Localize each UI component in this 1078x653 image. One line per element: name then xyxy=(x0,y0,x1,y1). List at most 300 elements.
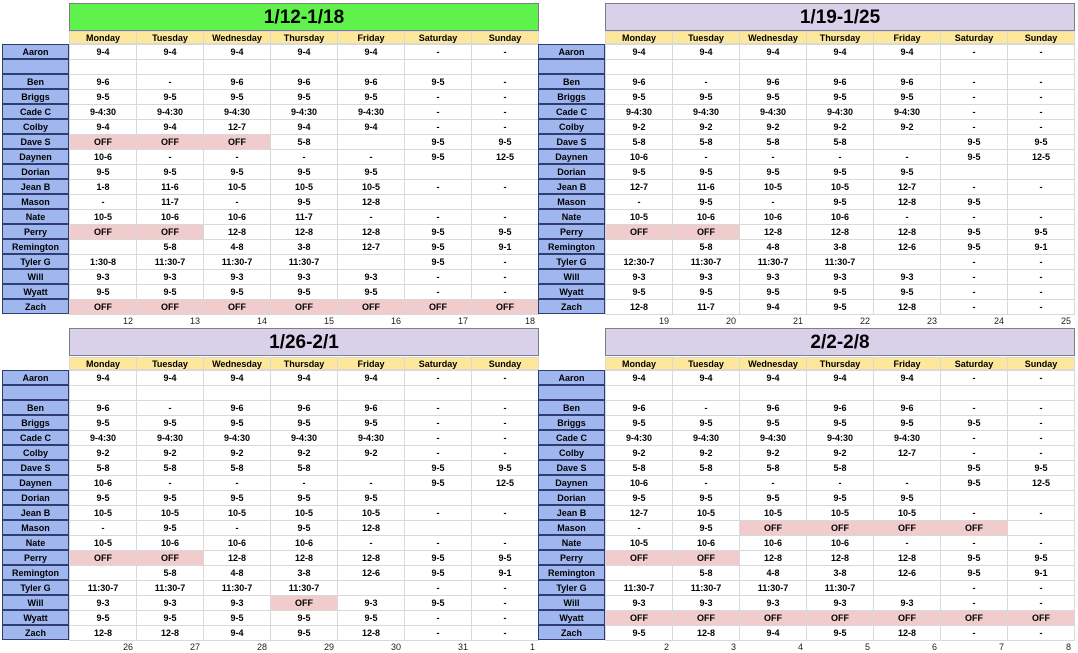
shift-cell[interactable]: - xyxy=(471,89,539,105)
shift-cell[interactable] xyxy=(605,59,673,75)
shift-cell[interactable]: 9-4 xyxy=(136,370,204,386)
day-header[interactable]: Friday xyxy=(337,31,405,44)
shift-cell[interactable]: 9-4 xyxy=(672,370,740,386)
shift-cell[interactable]: 10-5 xyxy=(806,505,874,521)
employee-name[interactable]: Aaron xyxy=(2,44,69,59)
shift-cell[interactable]: 9-5 xyxy=(471,550,539,566)
shift-cell[interactable]: 12-8 xyxy=(203,224,271,240)
shift-cell[interactable]: 9-5 xyxy=(203,490,271,506)
shift-cell[interactable]: - xyxy=(270,149,338,165)
employee-name[interactable]: Wyatt xyxy=(538,284,605,299)
shift-cell[interactable]: 9-5 xyxy=(1007,550,1075,566)
day-header[interactable]: Monday xyxy=(69,357,137,370)
shift-cell[interactable]: 5-8 xyxy=(605,460,673,476)
shift-cell[interactable]: - xyxy=(404,415,472,431)
shift-cell[interactable]: 5-8 xyxy=(672,239,740,255)
shift-cell[interactable]: OFF xyxy=(806,520,874,536)
shift-cell[interactable]: - xyxy=(136,149,204,165)
shift-cell[interactable]: OFF xyxy=(203,134,271,150)
shift-cell[interactable]: - xyxy=(404,625,472,641)
employee-name[interactable]: Wyatt xyxy=(2,610,69,625)
employee-name[interactable]: Aaron xyxy=(538,44,605,59)
shift-cell[interactable]: 12-8 xyxy=(337,625,405,641)
employee-name[interactable]: Cade C xyxy=(2,104,69,119)
shift-cell[interactable]: 10-6 xyxy=(739,209,807,225)
shift-cell[interactable]: - xyxy=(1007,179,1075,195)
shift-cell[interactable]: - xyxy=(1007,44,1075,60)
shift-cell[interactable]: - xyxy=(404,505,472,521)
shift-cell[interactable]: 9-2 xyxy=(873,119,941,135)
shift-cell[interactable]: 9-5 xyxy=(270,89,338,105)
shift-cell[interactable]: - xyxy=(404,430,472,446)
shift-cell[interactable]: 9-5 xyxy=(203,415,271,431)
shift-cell[interactable] xyxy=(940,385,1008,401)
shift-cell[interactable]: 11:30-7 xyxy=(739,580,807,596)
shift-cell[interactable]: - xyxy=(471,254,539,270)
employee-name[interactable]: Briggs xyxy=(538,415,605,430)
shift-cell[interactable]: 9-2 xyxy=(739,119,807,135)
shift-cell[interactable]: 12-5 xyxy=(471,475,539,491)
shift-cell[interactable]: - xyxy=(471,44,539,60)
shift-cell[interactable] xyxy=(1007,520,1075,536)
shift-cell[interactable]: 10-6 xyxy=(806,535,874,551)
shift-cell[interactable] xyxy=(739,385,807,401)
shift-cell[interactable]: 9-5 xyxy=(873,89,941,105)
employee-name[interactable]: Nate xyxy=(2,209,69,224)
shift-cell[interactable]: - xyxy=(1007,119,1075,135)
shift-cell[interactable]: 9-4:30 xyxy=(605,430,673,446)
employee-name[interactable]: Perry xyxy=(2,224,69,239)
shift-cell[interactable] xyxy=(605,385,673,401)
shift-cell[interactable]: 9-4 xyxy=(69,44,137,60)
shift-cell[interactable]: 12-8 xyxy=(672,625,740,641)
shift-cell[interactable]: - xyxy=(1007,400,1075,416)
employee-name[interactable]: Daynen xyxy=(538,149,605,164)
shift-cell[interactable]: 10-5 xyxy=(337,179,405,195)
shift-cell[interactable]: 11:30-7 xyxy=(806,580,874,596)
shift-cell[interactable]: - xyxy=(471,284,539,300)
day-header[interactable]: Sunday xyxy=(471,31,539,44)
day-header[interactable]: Sunday xyxy=(471,357,539,370)
shift-cell[interactable]: 9-5 xyxy=(672,164,740,180)
employee-name[interactable]: Briggs xyxy=(538,89,605,104)
shift-cell[interactable] xyxy=(69,385,137,401)
shift-cell[interactable] xyxy=(337,460,405,476)
shift-cell[interactable]: 4-8 xyxy=(203,565,271,581)
shift-cell[interactable]: 5-8 xyxy=(672,134,740,150)
shift-cell[interactable]: - xyxy=(203,149,271,165)
shift-cell[interactable]: - xyxy=(1007,254,1075,270)
shift-cell[interactable]: - xyxy=(404,119,472,135)
shift-cell[interactable]: 9-5 xyxy=(471,134,539,150)
shift-cell[interactable]: 3-8 xyxy=(806,239,874,255)
shift-cell[interactable]: 5-8 xyxy=(203,460,271,476)
employee-name[interactable]: Wyatt xyxy=(538,610,605,625)
shift-cell[interactable]: 9-5 xyxy=(136,490,204,506)
employee-name[interactable]: Jean B xyxy=(538,505,605,520)
shift-cell[interactable]: OFF xyxy=(672,550,740,566)
shift-cell[interactable]: 9-5 xyxy=(136,415,204,431)
shift-cell[interactable]: 12-5 xyxy=(1007,149,1075,165)
employee-name[interactable]: Mason xyxy=(2,194,69,209)
shift-cell[interactable]: 9-6 xyxy=(739,74,807,90)
employee-name[interactable]: Ben xyxy=(538,74,605,89)
shift-cell[interactable] xyxy=(69,565,137,581)
shift-cell[interactable] xyxy=(203,385,271,401)
shift-cell[interactable]: 9-3 xyxy=(605,595,673,611)
shift-cell[interactable]: - xyxy=(1007,445,1075,461)
shift-cell[interactable]: - xyxy=(270,475,338,491)
employee-name[interactable]: Mason xyxy=(538,194,605,209)
shift-cell[interactable]: 9-5 xyxy=(203,610,271,626)
shift-cell[interactable]: 9-5 xyxy=(69,164,137,180)
shift-cell[interactable]: 10-6 xyxy=(69,475,137,491)
shift-cell[interactable]: 11:30-7 xyxy=(69,580,137,596)
shift-cell[interactable]: - xyxy=(940,209,1008,225)
shift-cell[interactable]: - xyxy=(940,179,1008,195)
shift-cell[interactable]: 9-6 xyxy=(806,74,874,90)
shift-cell[interactable]: - xyxy=(471,535,539,551)
day-header[interactable]: Saturday xyxy=(404,357,472,370)
shift-cell[interactable]: 9-4:30 xyxy=(873,430,941,446)
shift-cell[interactable]: 9-5 xyxy=(605,625,673,641)
shift-cell[interactable]: - xyxy=(605,194,673,210)
shift-cell[interactable]: 9-5 xyxy=(337,610,405,626)
shift-cell[interactable]: - xyxy=(471,74,539,90)
shift-cell[interactable]: OFF xyxy=(672,610,740,626)
shift-cell[interactable]: 10-5 xyxy=(69,505,137,521)
shift-cell[interactable]: 9-5 xyxy=(203,89,271,105)
shift-cell[interactable]: - xyxy=(471,625,539,641)
shift-cell[interactable]: 9-3 xyxy=(270,269,338,285)
shift-cell[interactable]: OFF xyxy=(69,550,137,566)
shift-cell[interactable]: 9-5 xyxy=(940,134,1008,150)
shift-cell[interactable]: 12-8 xyxy=(806,224,874,240)
shift-cell[interactable]: 9-3 xyxy=(136,595,204,611)
day-header[interactable]: Wednesday xyxy=(739,357,807,370)
shift-cell[interactable]: 9-5 xyxy=(940,550,1008,566)
shift-cell[interactable] xyxy=(404,164,472,180)
shift-cell[interactable]: 11-7 xyxy=(136,194,204,210)
shift-cell[interactable]: 9-5 xyxy=(1007,134,1075,150)
shift-cell[interactable]: 9-4 xyxy=(806,370,874,386)
shift-cell[interactable]: 5-8 xyxy=(136,460,204,476)
shift-cell[interactable]: 9-6 xyxy=(270,400,338,416)
shift-cell[interactable]: 9-2 xyxy=(605,119,673,135)
shift-cell[interactable]: 9-5 xyxy=(270,520,338,536)
shift-cell[interactable]: - xyxy=(940,595,1008,611)
shift-cell[interactable]: 9-5 xyxy=(605,284,673,300)
shift-cell[interactable]: 10-6 xyxy=(672,535,740,551)
shift-cell[interactable]: 9-1 xyxy=(471,239,539,255)
shift-cell[interactable]: 9-5 xyxy=(739,490,807,506)
shift-cell[interactable]: - xyxy=(69,520,137,536)
shift-cell[interactable]: 10-5 xyxy=(739,179,807,195)
shift-cell[interactable]: OFF xyxy=(873,520,941,536)
shift-cell[interactable]: 9-6 xyxy=(270,74,338,90)
employee-name[interactable]: Dorian xyxy=(2,490,69,505)
shift-cell[interactable]: 10-5 xyxy=(739,505,807,521)
shift-cell[interactable] xyxy=(739,59,807,75)
employee-name[interactable]: Aaron xyxy=(538,370,605,385)
shift-cell[interactable]: 9-3 xyxy=(605,269,673,285)
shift-cell[interactable]: 9-5 xyxy=(404,134,472,150)
shift-cell[interactable]: OFF xyxy=(136,134,204,150)
shift-cell[interactable]: 5-8 xyxy=(270,134,338,150)
shift-cell[interactable]: 9-4 xyxy=(203,44,271,60)
shift-cell[interactable]: 9-6 xyxy=(739,400,807,416)
shift-cell[interactable] xyxy=(471,59,539,75)
shift-cell[interactable]: 9-5 xyxy=(270,490,338,506)
shift-cell[interactable]: 9-5 xyxy=(136,164,204,180)
shift-cell[interactable]: - xyxy=(1007,505,1075,521)
shift-cell[interactable]: - xyxy=(471,595,539,611)
employee-name[interactable] xyxy=(2,59,69,74)
shift-cell[interactable]: 9-4 xyxy=(136,44,204,60)
shift-cell[interactable]: 9-4:30 xyxy=(69,430,137,446)
shift-cell[interactable]: 9-3 xyxy=(739,595,807,611)
shift-cell[interactable]: OFF xyxy=(605,550,673,566)
employee-name[interactable]: Cade C xyxy=(538,104,605,119)
shift-cell[interactable]: 9-5 xyxy=(739,164,807,180)
employee-name[interactable] xyxy=(538,59,605,74)
shift-cell[interactable]: - xyxy=(940,535,1008,551)
shift-cell[interactable]: 9-4 xyxy=(739,625,807,641)
shift-cell[interactable]: OFF xyxy=(471,299,539,315)
employee-name[interactable]: Mason xyxy=(2,520,69,535)
employee-name[interactable]: Colby xyxy=(2,119,69,134)
shift-cell[interactable]: 9-5 xyxy=(136,520,204,536)
shift-cell[interactable]: 10-6 xyxy=(672,209,740,225)
shift-cell[interactable]: 9-5 xyxy=(940,239,1008,255)
shift-cell[interactable]: - xyxy=(471,400,539,416)
shift-cell[interactable]: 9-5 xyxy=(1007,224,1075,240)
shift-cell[interactable]: OFF xyxy=(337,299,405,315)
shift-cell[interactable]: - xyxy=(739,149,807,165)
shift-cell[interactable]: 9-6 xyxy=(203,74,271,90)
day-header[interactable]: Friday xyxy=(873,357,941,370)
shift-cell[interactable]: 9-3 xyxy=(806,595,874,611)
shift-cell[interactable]: 9-5 xyxy=(940,565,1008,581)
shift-cell[interactable]: 5-8 xyxy=(672,460,740,476)
shift-cell[interactable]: 9-4 xyxy=(203,625,271,641)
shift-cell[interactable] xyxy=(873,134,941,150)
shift-cell[interactable]: 10-6 xyxy=(739,535,807,551)
shift-cell[interactable]: 5-8 xyxy=(69,460,137,476)
shift-cell[interactable]: - xyxy=(672,475,740,491)
employee-name[interactable]: Nate xyxy=(2,535,69,550)
shift-cell[interactable]: 9-6 xyxy=(69,400,137,416)
shift-cell[interactable]: OFF xyxy=(605,224,673,240)
shift-cell[interactable]: OFF xyxy=(136,224,204,240)
shift-cell[interactable]: 9-4:30 xyxy=(136,430,204,446)
shift-cell[interactable] xyxy=(337,580,405,596)
shift-cell[interactable]: 12-8 xyxy=(873,625,941,641)
day-header[interactable]: Tuesday xyxy=(672,357,740,370)
shift-cell[interactable] xyxy=(404,59,472,75)
day-header[interactable]: Thursday xyxy=(270,31,338,44)
shift-cell[interactable]: - xyxy=(136,74,204,90)
shift-cell[interactable]: 10-5 xyxy=(136,505,204,521)
shift-cell[interactable]: 9-4 xyxy=(337,44,405,60)
shift-cell[interactable]: OFF xyxy=(1007,610,1075,626)
employee-name[interactable]: Cade C xyxy=(538,430,605,445)
shift-cell[interactable]: OFF xyxy=(806,610,874,626)
shift-cell[interactable]: 10-5 xyxy=(203,505,271,521)
shift-cell[interactable]: 12-5 xyxy=(471,149,539,165)
shift-cell[interactable]: - xyxy=(1007,104,1075,120)
shift-cell[interactable]: 11:30-7 xyxy=(270,254,338,270)
shift-cell[interactable]: 9-4:30 xyxy=(203,104,271,120)
shift-cell[interactable]: 10-5 xyxy=(203,179,271,195)
shift-cell[interactable]: 9-5 xyxy=(873,164,941,180)
shift-cell[interactable] xyxy=(471,385,539,401)
shift-cell[interactable]: - xyxy=(404,370,472,386)
shift-cell[interactable]: 5-8 xyxy=(806,460,874,476)
shift-cell[interactable]: 11:30-7 xyxy=(672,580,740,596)
shift-cell[interactable]: - xyxy=(873,475,941,491)
shift-cell[interactable]: 9-3 xyxy=(806,269,874,285)
day-header[interactable]: Tuesday xyxy=(672,31,740,44)
employee-name[interactable]: Dorian xyxy=(2,164,69,179)
shift-cell[interactable]: - xyxy=(1007,284,1075,300)
shift-cell[interactable]: 11-6 xyxy=(136,179,204,195)
shift-cell[interactable]: - xyxy=(873,209,941,225)
shift-cell[interactable]: - xyxy=(1007,625,1075,641)
shift-cell[interactable]: 9-5 xyxy=(404,550,472,566)
shift-cell[interactable] xyxy=(404,385,472,401)
shift-cell[interactable]: OFF xyxy=(940,610,1008,626)
shift-cell[interactable]: 10-6 xyxy=(69,149,137,165)
shift-cell[interactable]: - xyxy=(404,535,472,551)
shift-cell[interactable]: 9-5 xyxy=(337,415,405,431)
shift-cell[interactable]: 12-8 xyxy=(270,550,338,566)
shift-cell[interactable]: 11:30-7 xyxy=(136,254,204,270)
shift-cell[interactable]: - xyxy=(404,445,472,461)
shift-cell[interactable]: 9-5 xyxy=(471,460,539,476)
shift-cell[interactable]: 5-8 xyxy=(739,460,807,476)
shift-cell[interactable]: - xyxy=(1007,430,1075,446)
shift-cell[interactable]: 9-5 xyxy=(337,89,405,105)
shift-cell[interactable]: 9-5 xyxy=(672,490,740,506)
shift-cell[interactable]: 9-4 xyxy=(270,119,338,135)
shift-cell[interactable]: 12-7 xyxy=(605,505,673,521)
shift-cell[interactable]: 10-5 xyxy=(605,209,673,225)
shift-cell[interactable]: 10-6 xyxy=(270,535,338,551)
shift-cell[interactable] xyxy=(873,59,941,75)
shift-cell[interactable]: 9-5 xyxy=(270,164,338,180)
shift-cell[interactable]: 9-5 xyxy=(404,565,472,581)
shift-cell[interactable]: 10-5 xyxy=(270,179,338,195)
shift-cell[interactable]: 9-5 xyxy=(270,625,338,641)
shift-cell[interactable]: 9-5 xyxy=(605,415,673,431)
shift-cell[interactable]: 12-6 xyxy=(873,239,941,255)
shift-cell[interactable]: - xyxy=(203,475,271,491)
day-header[interactable]: Thursday xyxy=(806,357,874,370)
day-header[interactable]: Monday xyxy=(605,31,673,44)
shift-cell[interactable]: - xyxy=(471,580,539,596)
shift-cell[interactable]: - xyxy=(203,194,271,210)
shift-cell[interactable] xyxy=(940,490,1008,506)
shift-cell[interactable]: 9-4:30 xyxy=(337,104,405,120)
shift-cell[interactable] xyxy=(136,59,204,75)
shift-cell[interactable]: - xyxy=(873,535,941,551)
shift-cell[interactable]: OFF xyxy=(739,520,807,536)
week-title[interactable]: 2/2-2/8 xyxy=(605,328,1075,356)
shift-cell[interactable]: 5-8 xyxy=(739,134,807,150)
employee-name[interactable]: Dave S xyxy=(538,134,605,149)
employee-name[interactable]: Ben xyxy=(538,400,605,415)
employee-name[interactable]: Jean B xyxy=(2,179,69,194)
shift-cell[interactable]: - xyxy=(471,104,539,120)
shift-cell[interactable]: 9-5 xyxy=(270,194,338,210)
shift-cell[interactable]: 12-6 xyxy=(873,565,941,581)
shift-cell[interactable]: 9-4:30 xyxy=(69,104,137,120)
shift-cell[interactable]: OFF xyxy=(270,299,338,315)
shift-cell[interactable]: - xyxy=(404,284,472,300)
employee-name[interactable]: Will xyxy=(2,269,69,284)
shift-cell[interactable]: 12-8 xyxy=(270,224,338,240)
shift-cell[interactable]: 9-2 xyxy=(337,445,405,461)
shift-cell[interactable]: 9-3 xyxy=(69,595,137,611)
shift-cell[interactable]: 9-4 xyxy=(337,370,405,386)
employee-name[interactable]: Aaron xyxy=(2,370,69,385)
shift-cell[interactable]: 3-8 xyxy=(270,565,338,581)
shift-cell[interactable]: 9-5 xyxy=(672,194,740,210)
shift-cell[interactable]: - xyxy=(605,520,673,536)
day-header[interactable]: Tuesday xyxy=(136,357,204,370)
shift-cell[interactable]: - xyxy=(404,400,472,416)
shift-cell[interactable]: 9-5 xyxy=(270,284,338,300)
day-header[interactable]: Sunday xyxy=(1007,31,1075,44)
shift-cell[interactable]: 12-8 xyxy=(806,550,874,566)
shift-cell[interactable] xyxy=(136,385,204,401)
shift-cell[interactable]: 10-6 xyxy=(203,535,271,551)
shift-cell[interactable]: 9-4:30 xyxy=(739,104,807,120)
shift-cell[interactable]: 9-2 xyxy=(69,445,137,461)
shift-cell[interactable] xyxy=(806,385,874,401)
shift-cell[interactable]: 9-5 xyxy=(806,89,874,105)
shift-cell[interactable]: 12-7 xyxy=(873,445,941,461)
shift-cell[interactable]: 9-5 xyxy=(136,610,204,626)
shift-cell[interactable] xyxy=(873,254,941,270)
employee-name[interactable]: Tyler G xyxy=(538,254,605,269)
shift-cell[interactable]: 9-5 xyxy=(1007,460,1075,476)
shift-cell[interactable]: 12-8 xyxy=(136,625,204,641)
employee-name[interactable]: Tyler G xyxy=(2,580,69,595)
day-header[interactable]: Tuesday xyxy=(136,31,204,44)
shift-cell[interactable] xyxy=(69,59,137,75)
shift-cell[interactable]: 11-7 xyxy=(270,209,338,225)
shift-cell[interactable]: - xyxy=(404,269,472,285)
shift-cell[interactable]: 9-1 xyxy=(471,565,539,581)
shift-cell[interactable]: - xyxy=(1007,269,1075,285)
shift-cell[interactable]: 9-6 xyxy=(203,400,271,416)
shift-cell[interactable]: 9-5 xyxy=(940,475,1008,491)
shift-cell[interactable]: 9-5 xyxy=(337,490,405,506)
shift-cell[interactable]: - xyxy=(471,430,539,446)
shift-cell[interactable]: - xyxy=(136,400,204,416)
shift-cell[interactable]: OFF xyxy=(136,299,204,315)
shift-cell[interactable]: 10-6 xyxy=(605,149,673,165)
shift-cell[interactable]: - xyxy=(672,74,740,90)
shift-cell[interactable]: 10-6 xyxy=(136,209,204,225)
employee-name[interactable]: Ben xyxy=(2,74,69,89)
shift-cell[interactable]: - xyxy=(806,149,874,165)
shift-cell[interactable]: - xyxy=(404,104,472,120)
employee-name[interactable]: Colby xyxy=(538,119,605,134)
shift-cell[interactable]: 12-8 xyxy=(873,224,941,240)
